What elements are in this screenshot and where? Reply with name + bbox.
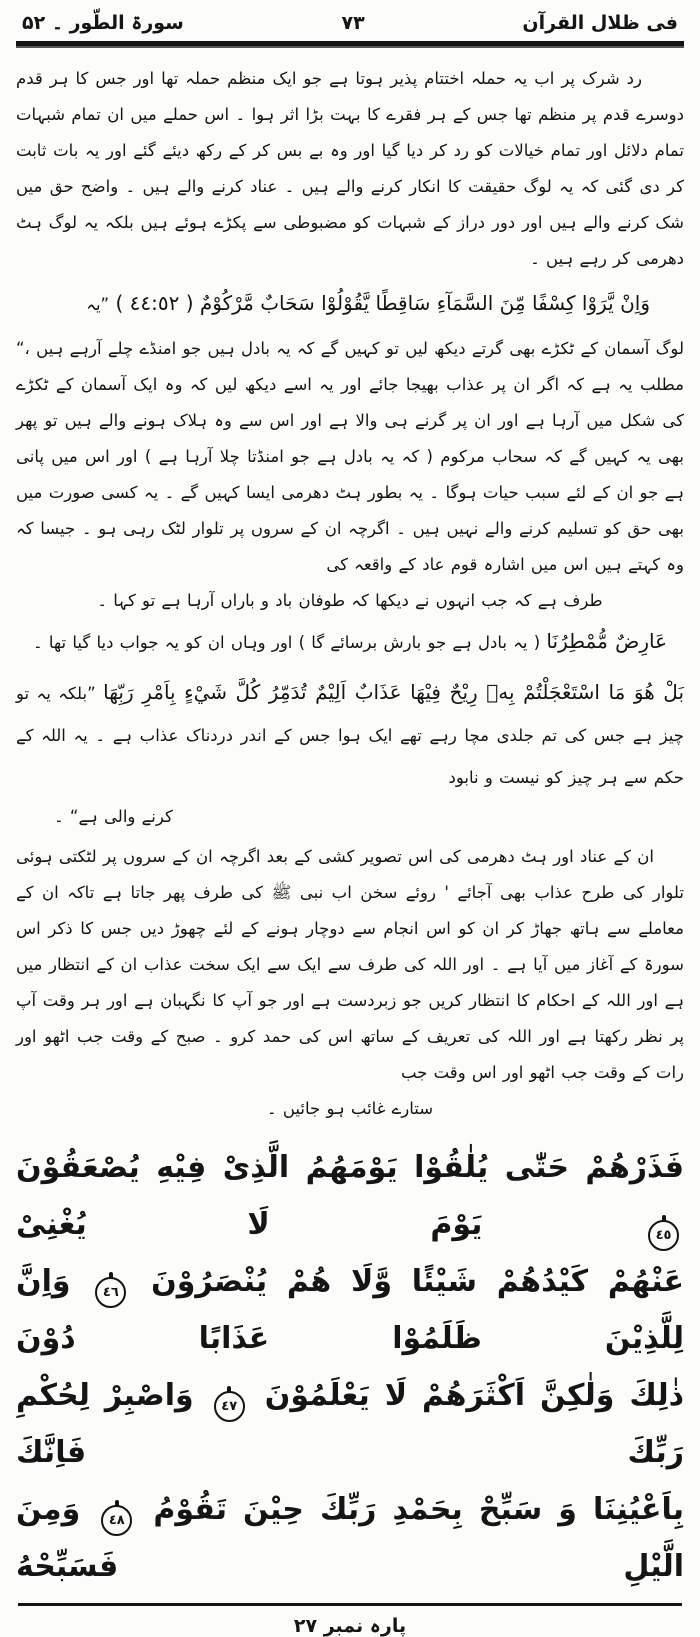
page-header xyxy=(16,8,684,41)
arabic-phrase: عَارِضٌ مُّمْطِرُنَا xyxy=(546,629,668,653)
paragraph-intro: رد شرک پر اب یہ حملہ اختتام پذیر ہوتا ہے جو ایک منظم حملہ تھا اور جس کا ہر قدم دوسرے قدم پر منظم تھا جس کے ہر فقرے کا بہت بڑا اثر ہوا ۔ اس حملے میں ان تمام شبہات تمام دلائل اور تمام خیالات کو رد کر دیا گیا اور وہ بے بس کر کے رکھ دیئے گئے اور یہ بات ثابت کر دی گئی کہ یہ لوگ حقیقت کا انکار کرنے والے ہیں ۔ عناد کرنے والے ہیں ۔ واضح حق میں شک کرنے والے ہیں اور دور دراز کے شبہات کو مضبوطی سے پکڑے ہوئے ہیں بلکہ یہ لوگ ہٹ دھرمی کر رہے ہیں ۔ xyxy=(16,69,684,268)
paragraph-commentary-2-tail: ستارے غائب ہو جائیں ۔ xyxy=(266,1099,434,1118)
ayah-number-marker: ٤٨ xyxy=(101,1505,132,1536)
urdu-translation: ”بلکہ یہ تو چیز ہے جس کی تم جلدی مچا رہے تھے ایک ہوا جس کے اندر دردناک عذاب ہے ۔ یہ اللہ کے حکم سے ہر چیز کو نیست و نابود xyxy=(16,684,684,787)
header-divider xyxy=(16,41,684,48)
quran-text-segment: عَنْهُمْ كَيْدُهُمْ شَيْئًا وَّلَا هُمْ يُنْصَرُوْنَ xyxy=(151,1264,684,1299)
line-arid-mumtirna xyxy=(16,619,684,665)
quran-text-segment: وَاِنَّ لِلَّذِيْنَ ظَلَمُوْا عَذَابًا دُوْنَ xyxy=(16,1264,684,1356)
ayah-number-marker: ٤٦ xyxy=(95,1277,126,1308)
quran-text-segment: يَوْمَ لَا يُغْنِىْ xyxy=(16,1207,483,1242)
quran-line xyxy=(16,1253,684,1367)
page-number: ۷۳ xyxy=(341,12,365,34)
paragraph-commentary-2: ان کے عناد اور ہٹ دھرمی کی اس تصویر کشی کے بعد اگرچہ ان کے سروں پر لٹکتی ہوئی تلوار کی طرح عذاب بھی آجائے ' روئے سخن اب نبی ﷺ کی طرف پھر جاتا ہے تاکہ ان کے معاملے سے ہاتھ جھاڑ کر ان کو اس انجام سے دوچار ہونے کے لئے چھوڑ دیں جس کا ذکر اس سورۃ کے آغاز میں آیا ہے ۔ اور اللہ کی طرف سے ایک سے ایک سخت عذاب ان کے انتظار میں ہے اور اللہ کے احکام کا انتظار کریں جو زبردست ہے اور جو آپ کا نگہبان ہے اور ہر وقت آپ پر نظر رکھتا ہے اور اللہ کی تعریف کے ساتھ اس کی حمد کرو ۔ صبح کے وقت جب اٹھو اور رات کے وقت جب اٹھو اور اس وقت جب xyxy=(16,847,684,1082)
ayah-number-marker: ٤٧ xyxy=(214,1391,245,1422)
quran-line xyxy=(16,1481,684,1595)
arabic-verse-text: وَاِنْ يَّرَوْا كِسْفًا مِّنَ السَّمَآءِ سَاقِطًا يَّقُوْلُوْا سَحَابٌ مَّرْكُوْمٌ ( ٤٤:٥٢ ) xyxy=(115,291,650,315)
para-number-label: پارہ نمبر ۲۷ xyxy=(293,1615,407,1637)
quran-text-segment: وَاصْبِرْ لِحُكْمِ رَبِّكَ فَاِنَّكَ xyxy=(16,1378,684,1470)
quran-line xyxy=(16,1139,684,1253)
paragraph-commentary-1: لوگ آسمان کے ٹکڑے بھی گرتے دیکھ لیں تو کہیں گے کہ یہ بادل ہیں جو امنڈے چلے آرہے ہیں ،“ مطلب یہ ہے کہ اگر ان پر عذاب بھیجا جائے اور یہ اسے دیکھ لیں کہ وہ ایک آسمان کے ٹکڑے کی شکل میں آرہا ہے اور ان پر گرنے ہی والا ہے اور اس سے وہ ہلاک ہونے والے ہیں تو پھر بھی یہ کہیں گے کہ سحاب مرکوم ( کہ یہ بادل ہے جو امنڈتا چلا آرہا ہے ) اور اس میں پانی ہے جو ان کے لئے سبب حیات ہوگا ۔ یہ بطور ہٹ دھرمی ایسا کہیں گے ۔ یہ کسی صورت میں بھی حق کو تسلیم کرنے والے نہیں ہیں ۔ اگرچہ ان کے سروں پر تلوار لٹک رہی ہو ۔ جیسا کہ وہ کہتے ہیں اس میں اشارہ قوم عاد کے واقعہ کی xyxy=(16,339,684,574)
quran-text-segment: بِاَعْيُنِنَا وَ سَبِّحْ بِحَمْدِ رَبِّكَ حِيْنَ تَقُوْمُ xyxy=(153,1492,684,1527)
quran-block xyxy=(16,1139,684,1595)
ayah-number-marker: ٤٥ xyxy=(648,1220,679,1251)
quran-text-segment: وَمِنَ الَّيْلِ فَسَبِّحْهُ xyxy=(16,1492,684,1584)
verse-translation-tail: کرنے والی ہے“ ۔ xyxy=(54,807,173,826)
book-title: فی ظلال القرآن xyxy=(522,12,678,34)
paragraph-commentary-1-tail: طرف ہے کہ جب انہوں نے دیکھا کہ طوفان باد و باراں آرہا ہے تو کہا ۔ xyxy=(97,591,603,610)
quran-text-segment: ذٰلِكَ وَلٰكِنَّ اَكْثَرَهُمْ لَا يَعْلَمُوْنَ xyxy=(264,1378,684,1413)
verse-line-52-44 xyxy=(16,278,684,330)
verse-line-46-24 xyxy=(16,671,684,799)
quran-text-segment: فَذَرْهُمْ حَتّٰى يُلٰقُوْا يَوْمَهُمُ الَّذِىْ فِيْهِ يُصْعَقُوْنَ xyxy=(16,1150,684,1185)
arabic-verse-text: بَلْ هُوَ مَا اسْتَعْجَلْتُمْ بِهٖ رِيْحٌ فِيْهَا عَذَابٌ اَلِيْمٌ تُدَمِّرُ كُلَّ شَيْءٍ بِاَمْرِ رَبِّهَا xyxy=(103,680,685,704)
surah-title: سورۃ الطّور ۔ ۵۲ xyxy=(22,12,184,34)
quran-line xyxy=(16,1367,684,1481)
urdu-translation: ( یہ بادل ہے جو بارش برسائے گا ) اور وہاں ان کو یہ جواب دیا گیا تھا ۔ xyxy=(32,633,541,652)
urdu-quote-open: ”یہ xyxy=(86,295,110,314)
